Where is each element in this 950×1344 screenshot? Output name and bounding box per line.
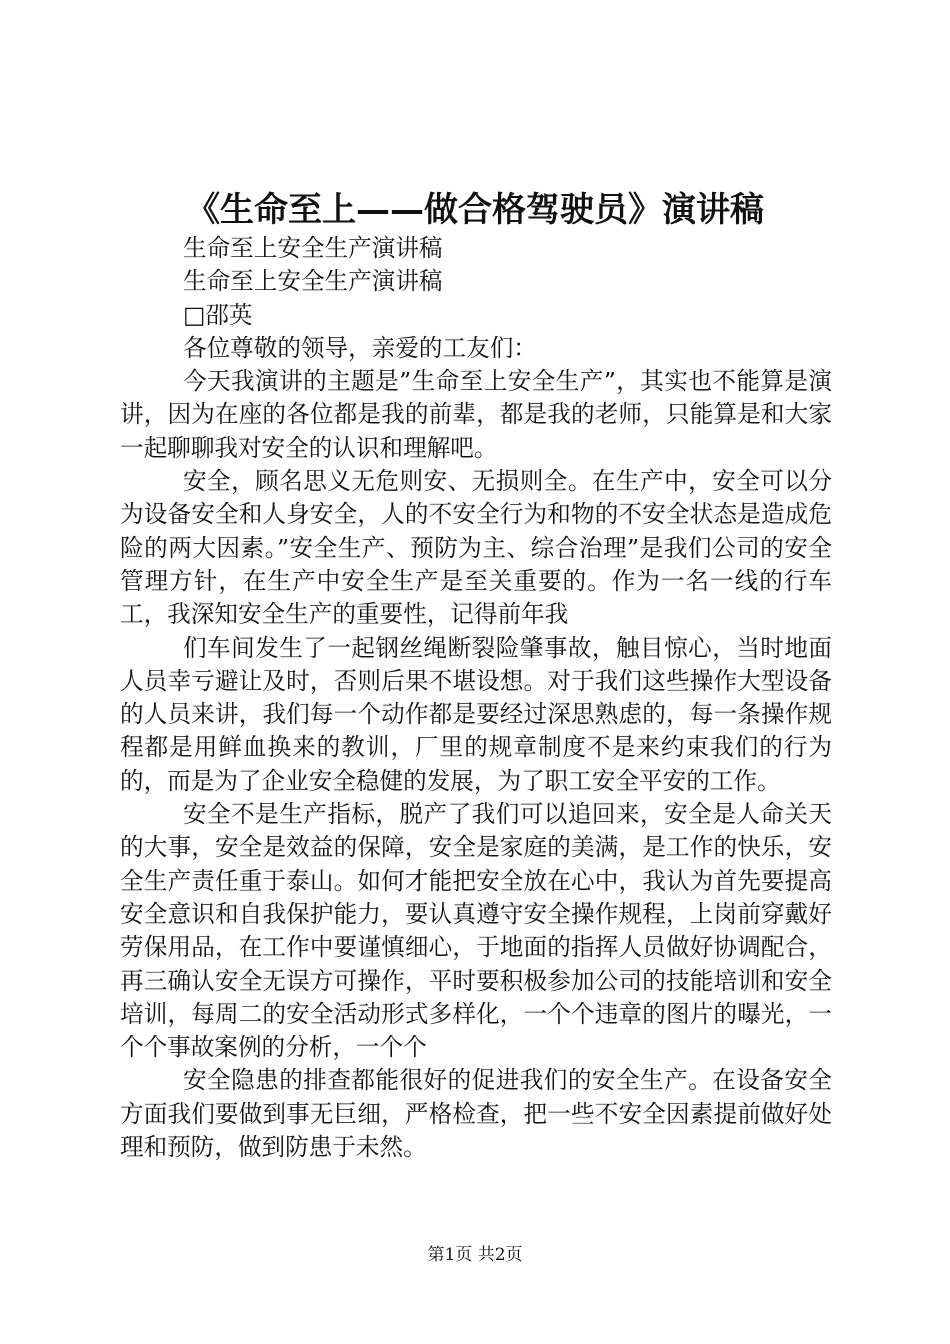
- greeting-line: 各位尊敬的领导，亲爱的工友们：: [183, 333, 537, 362]
- document-body: [120, 232, 832, 1164]
- body-paragraph: 安全，顾名思义无危则安、无损则全。在生产中，安全可以分为设备安全和人身安全，人的不安全行为和物的不安全状态是造成危险的两大因素。”安全生产、预防为主、综合治理”是我们公司的安全管理方针，在生产中安全生产是至关重要的。作为一名一线的行车工，我深知安全生产的重要性，记得前年我: [120, 467, 832, 629]
- author-line: □邵英: [183, 300, 253, 329]
- body-paragraph: 们车间发生了一起钢丝绳断裂险肇事故，触目惊心，当时地面人员幸亏避让及时，否则后果不堪设想。对于我们这些操作大型设备的人员来讲，我们每一个动作都是要经过深思熟虑的，每一条操作规程都是用鲜血换来的教训，厂里的规章制度不是来约束我们的行为的，而是为了企业安全稳健的发展，为了职工安全平安的工作。: [120, 633, 832, 795]
- subtitle-line: 生命至上安全生产演讲稿: [183, 234, 443, 262]
- body-paragraph: 安全不是生产指标，脱产了我们可以追回来，安全是人命关天的大事，安全是效益的保障，安全是家庭的美满，是工作的快乐，安全生产责任重于泰山。如何才能把安全放在心中，我认为首先要提高安全意识和自我保护能力，要认真遵守安全操作规程，上岗前穿戴好劳保用品，在工作中要谨慎细心，于地面的指挥人员做好协调配合，再三确认安全无误方可操作，平时要积极参加公司的技能培训和安全培训，每周二的安全活动形式多样化，一个个违章的图片的曝光，一个个事故案例的分析，一个个: [120, 800, 832, 1062]
- body-paragraph: 安全隐患的排查都能很好的促进我们的安全生产。在设备安全方面我们要做到事无巨细，严格检查，把一些不安全因素提前做好处理和预防，做到防患于未然。: [120, 1066, 832, 1162]
- body-paragraph: 今天我演讲的主题是”生命至上安全生产”，其实也不能算是演讲，因为在座的各位都是我的前辈，都是我的老师，只能算是和大家一起聊聊我对安全的认识和理解吧。: [120, 367, 832, 462]
- page-title: 《生命至上——做合格驾驶员》演讲稿: [186, 190, 764, 230]
- subtitle-line: 生命至上安全生产演讲稿: [183, 267, 443, 296]
- page-number-footer: 第1页 共2页: [427, 1245, 523, 1265]
